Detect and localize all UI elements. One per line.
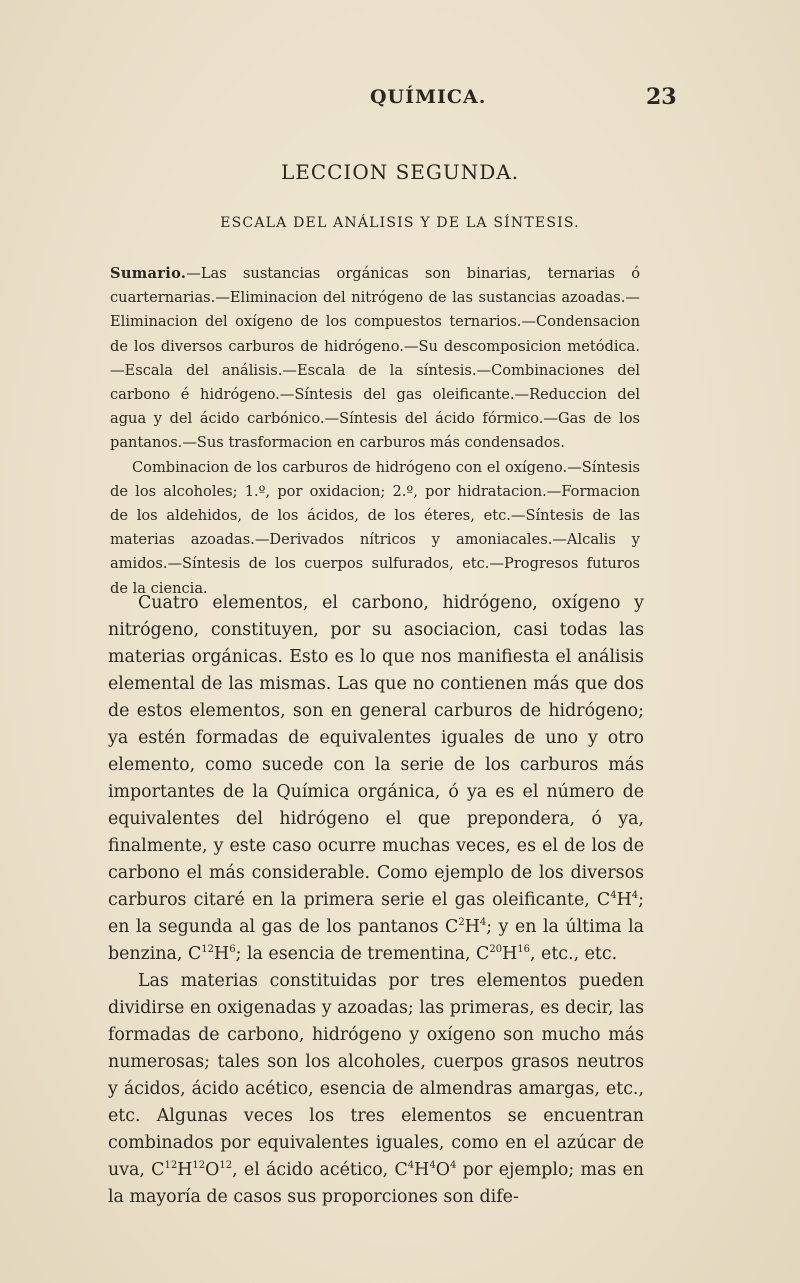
lesson-title: LECCION SEGUNDA. <box>280 160 520 184</box>
text-run: Cuatro elementos, el carbono, hidrógeno, oxígeno y nitrógeno, constituyen, por su asociacion, casi todas las materias orgánicas. Esto es lo que nos manifiesta el análisis elemental de las mismas. Las que no contienen más que dos de estos elementos, son en general carburos de hidrógeno; ya estén formadas de equivalentes iguales de uno y otro elemento, como sucede con la serie de los carburos más importantes de la Química orgánica, ó ya es el número de equivalentes del hidrógeno el que prepondera, ó ya, finalmente, y este caso ocurre muchas veces, es el de los de carbono el más considerable. Como ejemplo de los diversos carburos citaré en la primera serie el gas oleificante, C <box>108 593 644 910</box>
text-run: , etc., etc. <box>529 944 618 964</box>
body-text <box>108 590 644 1211</box>
subscript-number: 12 <box>192 1160 206 1172</box>
running-header <box>0 86 800 116</box>
text-run: , el ácido acético, C <box>232 1160 408 1180</box>
text-run: H <box>414 1160 430 1180</box>
text-run: ; la esencia de trementina, C <box>235 944 490 964</box>
body-paragraph-2 <box>108 968 644 1211</box>
subscript-number: 4 <box>631 890 639 902</box>
text-run: ; en la segunda al gas de los pantanos C <box>108 890 644 937</box>
summary-section <box>110 262 640 601</box>
text-run: H <box>177 1160 193 1180</box>
subscript-number: 20 <box>489 944 503 956</box>
summary-text: —Las sustancias orgánicas son binarias, ternarias ó cuarternarias.—Eliminacion del nitrógeno de las sustancias azoadas.—Eliminacion del oxígeno de los compuestos ternarios.—Condensacion de los diversos carburos de hidrógeno.—Su descomposicion metódica.—Escala del análisis.—Escala de la síntesis.—Combinaciones del carbono é hidrógeno.—Síntesis del gas oleificante.—Reduccion del agua y del ácido carbónico.—Síntesis del ácido fórmico.—Gas de los pantanos.—Sus trasformacion en carburos más condensados. <box>110 265 640 452</box>
lesson-subtitle: ESCALA DEL ANÁLISIS Y DE LA SÍNTESIS. <box>220 215 580 231</box>
summary-paragraph-2: Combinacion de los carburos de hidrógeno con el oxígeno.—Síntesis de los alcoholes; 1.º, por oxidacion; 2.º, por hidratacion.—Formacion de los aldehidos, de los ácidos, de los éteres, etc.—Síntesis de las materias azoadas.—Derivados nítricos y amoniacales.—Alcalis y amidos.—Síntesis de los cuerpos sulfurados, etc.—Progresos futuros de la ciencia. <box>110 458 640 597</box>
text-run: Las materias constituidas por tres elementos pueden dividirse en oxigenadas y azoadas; las primeras, es decir, las formadas de carbono, hidrógeno y oxígeno son mucho más numerosas; tales son los alcoholes, cuerpos grasos neutros y ácidos, ácido acético, esencia de almendras amargas, etc., etc. Algunas veces los tres elementos se encuentran combinados por equivalentes iguales, como en el azúcar de uva, C <box>108 971 644 1180</box>
subscript-number: 12 <box>201 944 215 956</box>
subscript-number: 4 <box>429 1160 436 1172</box>
page-number: 23 <box>646 84 677 110</box>
subscript-number: 16 <box>517 944 530 956</box>
text-run: H <box>214 944 230 964</box>
text-run: H <box>464 917 480 937</box>
body-paragraph-1 <box>108 590 644 968</box>
running-title: QUÍMICA. <box>370 86 487 108</box>
text-run: por ejemplo; mas en la mayoría de casos sus proporciones son dife- <box>108 1160 644 1207</box>
subscript-number: 12 <box>219 1160 233 1172</box>
subscript-number: 4 <box>449 1160 457 1172</box>
subscript-number: 2 <box>458 917 465 929</box>
subscript-number: 4 <box>407 1160 415 1172</box>
subscript-number: 6 <box>229 944 236 956</box>
text-run: O <box>205 1160 220 1180</box>
summary-label: Sumario. <box>110 265 187 282</box>
subscript-number: 4 <box>479 917 487 929</box>
summary-paragraph <box>110 262 640 456</box>
subscript-number: 12 <box>164 1160 178 1172</box>
text-run: H <box>616 890 632 910</box>
text-run: ; y en la última la benzina, C <box>108 917 645 964</box>
text-run: O <box>435 1160 450 1180</box>
text-run: H <box>502 944 518 964</box>
subscript-number: 4 <box>610 890 617 902</box>
